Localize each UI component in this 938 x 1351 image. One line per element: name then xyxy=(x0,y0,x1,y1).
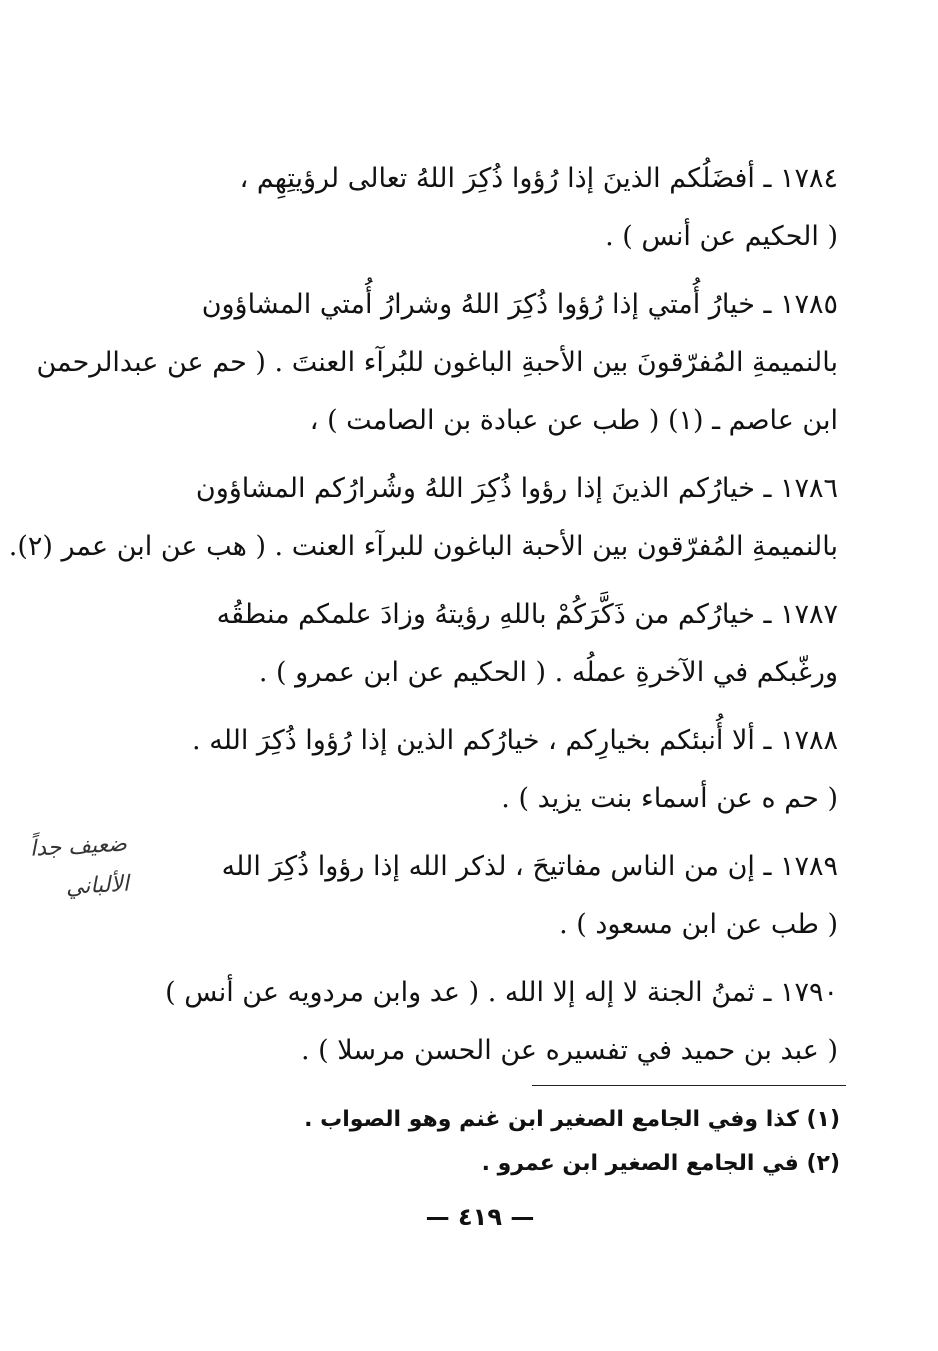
text-line: ١٧٩٠ ـ ثمنُ الجنة لا إله إلا الله . ( عد وابن مردويه عن أنس ) xyxy=(165,977,838,1008)
margin-note-line: الألباني xyxy=(65,871,130,900)
hadith-1789 xyxy=(138,838,838,954)
text-line: ١٧٨٨ ـ ألا أُنبئكم بخيارِكم ، خيارُكم الذين إذا رُؤوا ذُكِرَ الله . xyxy=(192,725,838,756)
text-line: ( حم ه عن أسماء بنت يزيد ) . xyxy=(501,783,838,814)
hadith-1785 xyxy=(36,276,838,450)
text-line: ١٧٨٦ ـ خيارُكم الذينَ إذا رؤوا ذُكِرَ اللهُ وشُرارُكم المشاؤون xyxy=(195,473,838,504)
text-line: ( عبد بن حميد في تفسيره عن الحسن مرسلا ) . xyxy=(300,1035,838,1066)
text-line: ١٧٨٩ ـ إن من الناس مفاتيحَ ، لذكر الله إذا رؤوا ذُكِرَ الله xyxy=(221,851,838,882)
margin-note-line: ضعيف جداً xyxy=(29,831,128,862)
text-line: ( طب عن ابن مسعود ) . xyxy=(559,909,838,940)
footnotes xyxy=(304,1098,840,1186)
hadith-1790 xyxy=(138,964,838,1080)
hadith-1786 xyxy=(8,460,838,576)
handwritten-margin-note xyxy=(0,825,130,912)
text-line: ابن عاصم ـ (١) ( طب عن عبادة بن الصامت ) ، xyxy=(309,405,838,436)
page-number: — ٤١٩ — xyxy=(425,1203,535,1231)
text-line: ١٧٨٥ ـ خيارُ أُمتي إذا رُؤوا ذُكِرَ اللهُ وشرارُ أُمتي المشاؤون xyxy=(201,289,838,320)
hadith-1784 xyxy=(138,150,838,266)
footnote-1: (١) كذا وفي الجامع الصغير ابن غنم وهو الصواب . xyxy=(304,1107,840,1132)
text-line: ١٧٨٤ ـ أفضَلُكم الذينَ إذا رُؤوا ذُكِرَ اللهُ تعالى لرؤيتِهِم ، xyxy=(239,163,838,194)
footnote-2: (٢) في الجامع الصغير ابن عمرو . xyxy=(481,1151,840,1176)
text-line: ( الحكيم عن أنس ) . xyxy=(605,221,838,252)
text-line: بالنميمةِ المُفرّقونَ بين الأحبةِ الباغون للبُرآء العنتَ . ( حم عن عبدالرحمن xyxy=(36,347,838,378)
text-line: ورغّبكم في الآخرةِ عملُه . ( الحكيم عن ابن عمرو ) . xyxy=(258,657,838,688)
text-line: بالنميمةِ المُفرّقون بين الأحبة الباغون للبرآء العنت . ( هب عن ابن عمر (٢). xyxy=(8,531,838,562)
hadith-1787 xyxy=(138,586,838,702)
hadith-1788 xyxy=(138,712,838,828)
text-line: ١٧٨٧ ـ خيارُكم من ذَكَّرَكُمْ باللهِ رؤيتهُ وزادَ علمكم منطقُه xyxy=(216,599,838,630)
footnote-divider xyxy=(532,1085,846,1086)
